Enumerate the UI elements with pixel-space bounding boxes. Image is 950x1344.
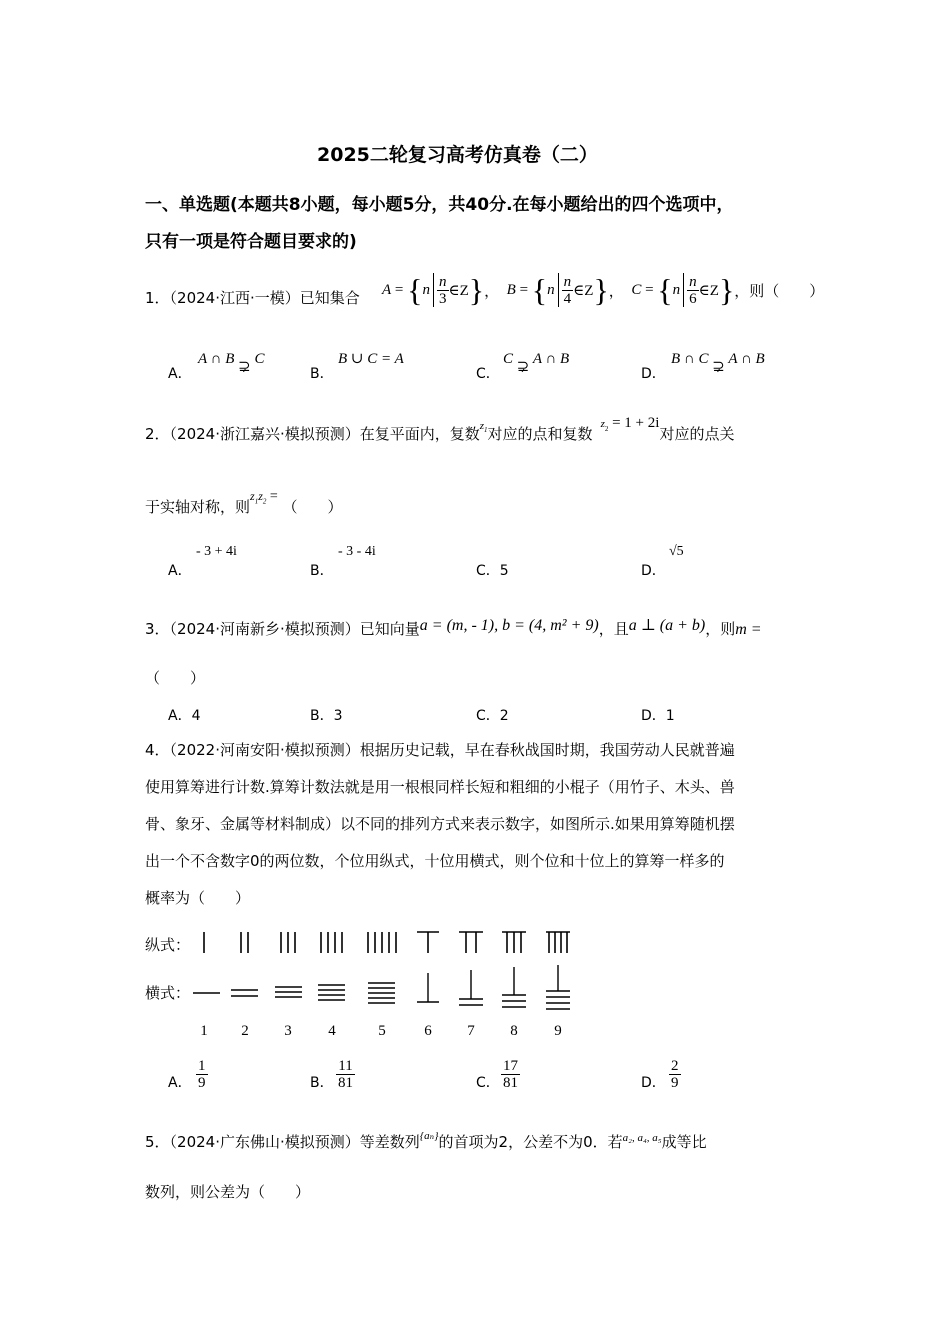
q5-line1 bbox=[145, 1132, 707, 1154]
digit-label-3: 3 bbox=[284, 1023, 292, 1039]
set-b-den: 4 bbox=[563, 290, 572, 307]
q4-option-d bbox=[669, 1058, 681, 1091]
q4-option-d-label: D． bbox=[641, 1075, 666, 1091]
q1-option-c bbox=[503, 349, 570, 375]
q4-line5: 概率为（ ） bbox=[145, 889, 251, 907]
q1-option-b: B ∪ C = A bbox=[338, 351, 404, 367]
section-heading-line2: 只有一项是符合题目要求的) bbox=[145, 232, 357, 252]
q5-number: 5． bbox=[145, 1133, 170, 1151]
q4-c-num: 17 bbox=[503, 1058, 518, 1074]
q1-a-rhs: C bbox=[254, 351, 265, 367]
q4-option-b bbox=[336, 1058, 355, 1091]
q1-option-b-label: B． bbox=[310, 366, 334, 382]
q1-c-rel: ⊋ bbox=[516, 359, 530, 375]
q1-c-rhs: A ∩ B bbox=[532, 351, 570, 367]
q3-option-c bbox=[476, 705, 509, 725]
q2-text1: （2024·浙江嘉兴·模拟预测）在复平面内，复数 bbox=[169, 425, 480, 443]
q2-line1 bbox=[145, 415, 735, 451]
q1-c-expr: C bbox=[503, 351, 514, 367]
q1-option-d bbox=[671, 349, 765, 375]
q2-z1-sub: 1 bbox=[484, 426, 488, 435]
q4-a-num: 1 bbox=[198, 1058, 206, 1074]
q4-line1-text: （2022·河南安阳·模拟预测）根据历史记载，早在春秋战国时期，我国劳动人民就普遍 bbox=[169, 741, 735, 759]
q3-condition: a ⊥ (a + b) bbox=[628, 617, 706, 634]
set-c-num: n bbox=[689, 273, 697, 290]
q3-option-d bbox=[641, 705, 675, 725]
digit-label-2: 2 bbox=[241, 1023, 249, 1039]
q3-mid: ，且 bbox=[598, 620, 629, 638]
q4-number: 4． bbox=[145, 741, 170, 759]
q3-d-value: 1 bbox=[665, 708, 675, 724]
digit-label-4: 4 bbox=[328, 1023, 336, 1039]
q4-option-a-label: A． bbox=[168, 1075, 192, 1091]
set-b-name: B bbox=[506, 281, 516, 298]
q4-option-c bbox=[501, 1058, 520, 1091]
q5-text1: （2024·广东佛山·模拟预测）等差数列 bbox=[169, 1133, 420, 1151]
q3-b-value: 3 bbox=[333, 708, 343, 724]
q3-option-a bbox=[168, 705, 201, 725]
q3-a-label: A． bbox=[168, 708, 192, 724]
q2-option-a-label: A． bbox=[168, 563, 192, 579]
set-a-tail: ∈Z bbox=[448, 282, 469, 299]
q2-paren: （ ） bbox=[282, 498, 343, 516]
page-title: 2025二轮复习高考仿真卷（二） bbox=[317, 144, 598, 166]
q4-b-den: 81 bbox=[338, 1075, 353, 1091]
q2-z2-value: = 1 + 2i bbox=[608, 415, 660, 431]
q2-product bbox=[250, 489, 278, 506]
q2-prod-z2: z bbox=[258, 489, 263, 503]
q1-a-rel: ⊋ bbox=[238, 359, 251, 375]
q3-a-value: 4 bbox=[191, 708, 201, 724]
q2-line2-text: 于实轴对称，则 bbox=[145, 498, 251, 516]
q1-number: 1． bbox=[145, 289, 170, 307]
q5-line2: 数列，则公差为（ ） bbox=[145, 1183, 311, 1201]
q4-line4: 出一个不含数字0的两位数，个位用纵式，十位用横式，则个位和十位上的算筹一样多的 bbox=[145, 852, 725, 870]
q4-c-den: 81 bbox=[503, 1075, 518, 1091]
q2-option-d: √5 bbox=[669, 544, 684, 559]
set-a-name: A bbox=[382, 281, 392, 298]
q1-sets: A = { n $\frac{n}{3}$ ∈Z } ， B = { n $\frac{n}{4}$ ∈Z } ， C = { n $\frac{n}{6}$ ∈Z } ，则（ ） bbox=[382, 271, 825, 308]
q2-text3: 对应的点关 bbox=[659, 425, 735, 443]
set-a-var: n bbox=[422, 281, 430, 298]
set-c-tail: ∈Z bbox=[698, 282, 719, 299]
counting-rods-figure bbox=[185, 925, 585, 1045]
q2-z2 bbox=[601, 415, 660, 431]
q3-d-label: D． bbox=[641, 708, 666, 724]
q1-d-rel: ⊋ bbox=[712, 359, 725, 375]
q3-c-label: C． bbox=[476, 708, 500, 724]
q2-eq: = bbox=[266, 489, 278, 504]
q3-m: m = bbox=[735, 621, 762, 638]
q3-tail: ，则 bbox=[705, 620, 736, 638]
set-c-var: n bbox=[672, 281, 681, 298]
q4-line1 bbox=[145, 740, 735, 760]
set-b-var: n bbox=[547, 281, 555, 298]
q5-terms: a₂, a₄, a₅ bbox=[622, 1132, 662, 1144]
set-a-num: n bbox=[439, 273, 447, 290]
digit-label-5: 5 bbox=[378, 1023, 386, 1039]
horizontal-form-label: 横式： bbox=[145, 984, 191, 1002]
q1-option-d-label: D． bbox=[641, 366, 666, 382]
q4-d-den: 9 bbox=[671, 1075, 679, 1091]
q3-b-label: B． bbox=[310, 708, 334, 724]
q2-prod-sub2: 2 bbox=[262, 497, 267, 506]
set-b-num: n bbox=[563, 273, 572, 290]
q2-text2: 对应的点和复数 bbox=[487, 425, 593, 443]
q2-option-b: - 3 - 4i bbox=[338, 544, 376, 559]
vertical-rods bbox=[204, 932, 570, 953]
q2-option-d-label: D． bbox=[641, 563, 666, 579]
q1-d-expr: B ∩ C bbox=[671, 351, 709, 367]
q5-text2: 的首项为2，公差不为0．若 bbox=[438, 1133, 623, 1151]
q4-d-fraction bbox=[669, 1058, 681, 1091]
q4-option-b-label: B． bbox=[310, 1075, 334, 1091]
q4-d-num: 2 bbox=[671, 1058, 679, 1074]
q2-z2-sub: 2 bbox=[604, 425, 609, 433]
q1-d-rhs: A ∩ B bbox=[728, 351, 765, 367]
q1-comma-2: ， bbox=[608, 281, 624, 300]
q1-option-a-label: A． bbox=[168, 366, 192, 382]
set-c-den: 6 bbox=[689, 290, 697, 307]
q1-option-c-label: C． bbox=[476, 366, 500, 382]
q1-text bbox=[145, 288, 360, 308]
vertical-form-label: 纵式： bbox=[145, 936, 191, 954]
digit-label-1: 1 bbox=[200, 1023, 208, 1039]
digit-label-7: 7 bbox=[467, 1023, 475, 1039]
q4-a-den: 9 bbox=[198, 1075, 206, 1091]
q3-line1 bbox=[145, 619, 762, 640]
q4-option-a bbox=[196, 1058, 208, 1091]
q2-prod-sub1: 1 bbox=[254, 497, 259, 506]
q2-option-c-label bbox=[476, 560, 509, 580]
q4-line2: 使用算筹进行计数.算筹计数法就是用一根根同样长短和粗细的小棍子（用竹子、木头、兽 bbox=[145, 778, 735, 796]
q2-z2-var: z bbox=[600, 418, 605, 430]
q2-option-a: - 3 + 4i bbox=[196, 544, 237, 559]
q4-option-c-label: C． bbox=[476, 1075, 500, 1091]
q2-number: 2． bbox=[145, 425, 170, 443]
q1-option-a bbox=[198, 349, 265, 375]
digit-label-6: 6 bbox=[424, 1023, 432, 1039]
q4-b-fraction bbox=[336, 1058, 355, 1091]
q2-option-c: 5 bbox=[499, 563, 509, 579]
digit-label-8: 8 bbox=[510, 1023, 518, 1039]
q3-option-b bbox=[310, 705, 343, 725]
q2-line2 bbox=[145, 489, 343, 523]
set-c-name: C bbox=[631, 281, 642, 298]
q1-a-expr: A ∩ B bbox=[198, 351, 235, 367]
q2-z1 bbox=[479, 420, 488, 435]
q1-tail: ，则（ ） bbox=[734, 281, 825, 300]
q2-prod-z1: z bbox=[250, 489, 255, 503]
set-b-tail: ∈Z bbox=[573, 282, 594, 299]
q4-line3: 骨、象牙、金属等材料制成）以不同的排列方式来表示数字，如图所示.如果用算筹随机摆 bbox=[145, 815, 735, 833]
digit-label-9: 9 bbox=[554, 1023, 562, 1039]
q3-number: 3． bbox=[145, 620, 170, 638]
q3-c-value: 2 bbox=[499, 708, 509, 724]
q2-c-label: C． bbox=[476, 563, 500, 579]
section-heading-line1: 一、单选题(本题共8小题，每小题5分，共40分.在每小题给出的四个选项中， bbox=[145, 195, 734, 215]
q4-b-num: 11 bbox=[338, 1058, 353, 1074]
q2-z1-var: z bbox=[479, 420, 485, 432]
q1-comma-1: ， bbox=[484, 281, 500, 300]
q5-text3: 成等比 bbox=[661, 1133, 707, 1151]
q3-vectors: a = (m, - 1), b = (4, m² + 9) bbox=[419, 617, 599, 634]
q3-text1: （2024·河南新乡·模拟预测）已知向量 bbox=[169, 620, 420, 638]
q5-sequence: {aₙ} bbox=[419, 1130, 439, 1142]
q3-paren: （ ） bbox=[145, 669, 206, 687]
q4-a-fraction bbox=[196, 1058, 208, 1091]
q1-source: （2024·江西·一模）已知集合 bbox=[169, 289, 360, 307]
set-a-den: 3 bbox=[439, 290, 447, 307]
q4-c-fraction bbox=[501, 1058, 520, 1091]
horizontal-rods bbox=[193, 965, 570, 1009]
q2-option-b-label: B． bbox=[310, 563, 334, 579]
